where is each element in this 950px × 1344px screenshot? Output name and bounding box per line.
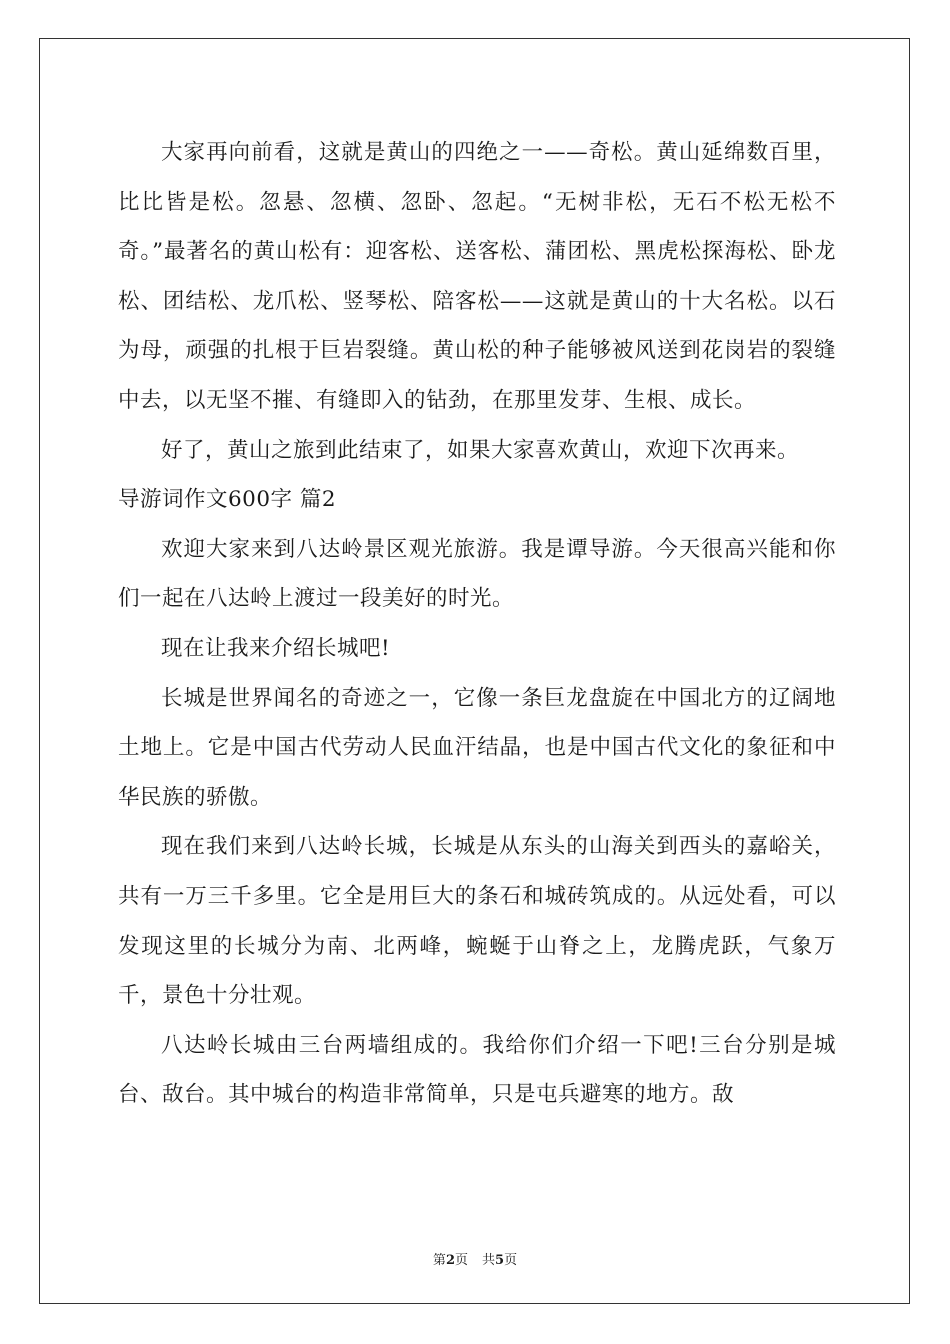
paragraph-welcome: 欢迎大家来到八达岭景区观光旅游。我是谭导游。今天很高兴能和你们一起在八达岭上渡过一段美好的时光。	[118, 536, 836, 612]
page-number-current: 2	[445, 1253, 455, 1268]
paragraph-huangshan-pines: 大家再向前看，这就是黄山的四绝之一——奇松。黄山延绵数百里，比比皆是松。忽悬、忽横、忽卧、忽起。“无树非松，无石不松无松不奇。”最著名的黄山松有：迎客松、送客松、蒲团松、黑虎松探海松、卧龙松、团结松、龙爪松、竖琴松、陪客松——这就是黄山的十大名松。以石为母，顽强的扎根于巨岩裂缝。黄山松的种子能够被风送到花岗岩的裂缝中去，以无坚不摧、有缝即入的钻劲，在那里发芽、生根、成长。	[118, 140, 836, 413]
page-number-suffix: 页	[454, 1253, 468, 1268]
paragraph-three-platforms: 八达岭长城由三台两墙组成的。我给你们介绍一下吧!三台分别是城台、敌台。其中城台的构造非常简单，只是屯兵避寒的地方。敌	[118, 1032, 836, 1108]
paragraph-badaling: 现在我们来到八达岭长城，长城是从东头的山海关到西头的嘉峪关，共有一万三千多里。它全是用巨大的条石和城砖筑成的。从远处看，可以发现这里的长城分为南、北两峰，蜿蜒于山脊之上，龙腾虎跃，气象万千，景色十分壮观。	[118, 834, 836, 1009]
document-body	[118, 128, 836, 1120]
paragraph-huangshan-ending: 好了，黄山之旅到此结束了，如果大家喜欢黄山，欢迎下次再来。	[161, 437, 800, 463]
page-number-total: 5	[495, 1253, 505, 1268]
paragraph-great-wall: 长城是世界闻名的奇迹之一，它像一条巨龙盘旋在中国北方的辽阔地土地上。它是中国古代劳动人民血汗结晶，也是中国古代文化的象征和中华民族的骄傲。	[118, 685, 836, 810]
page-total-suffix: 页	[504, 1253, 518, 1268]
page-total-prefix: 共	[482, 1253, 496, 1268]
page-footer	[0, 1249, 950, 1268]
section-heading: 导游词作文600字 篇2	[118, 487, 337, 513]
paragraph-intro: 现在让我来介绍长城吧!	[161, 635, 391, 661]
page-number-prefix: 第	[432, 1253, 446, 1268]
